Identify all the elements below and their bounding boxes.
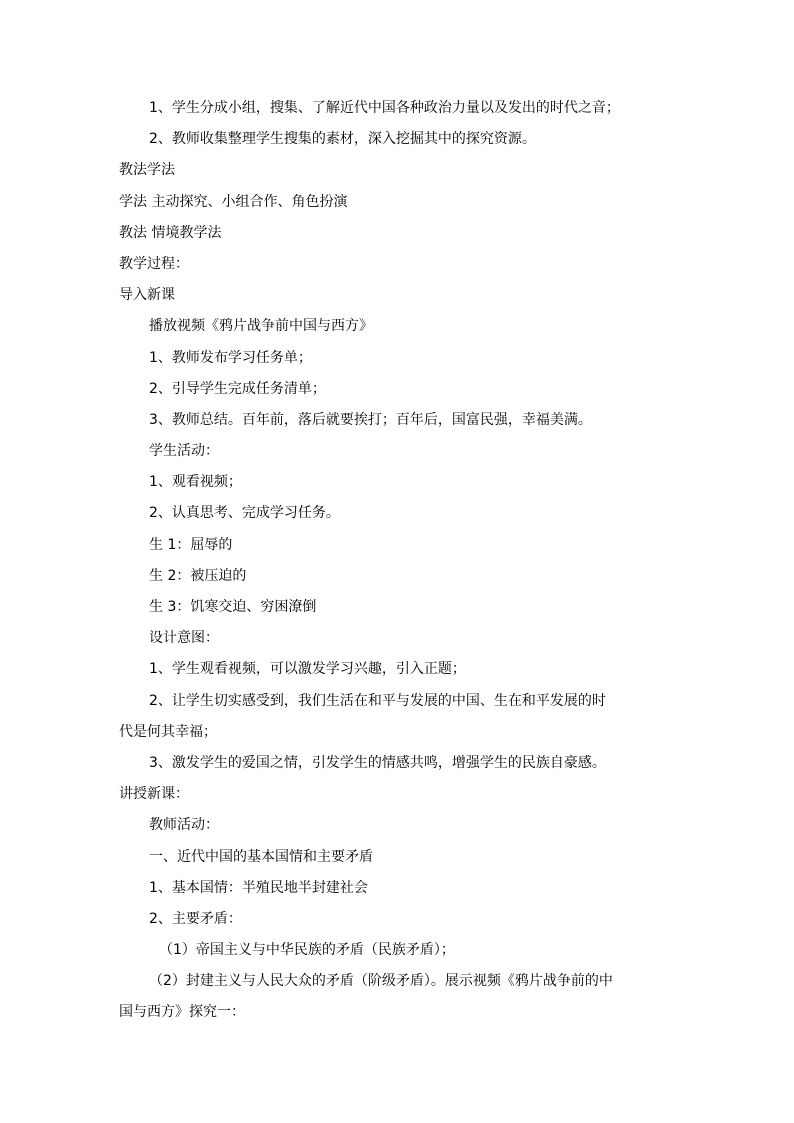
text-line: 1、基本国情：半殖民地半封建社会	[149, 879, 368, 896]
text-line: 学生活动：	[149, 443, 219, 460]
text-line: 代是何其幸福；	[119, 723, 217, 740]
text-line: 1、教师发布学习任务单；	[149, 349, 312, 366]
document-body	[119, 93, 679, 1029]
text-line: 2、引导学生完成任务清单；	[149, 380, 326, 397]
text-line: 生 2：被压迫的	[149, 567, 247, 584]
text-line: 一、近代中国的基本国情和主要矛盾	[149, 848, 373, 865]
text-line: 生 3：饥寒交迫、穷困潦倒	[149, 599, 317, 615]
text-line: 国与西方》探究一：	[119, 1004, 245, 1021]
text-line: 1、观看视频；	[149, 474, 242, 491]
text-line: 讲授新课：	[119, 786, 189, 803]
text-line: 教师活动：	[149, 817, 219, 834]
text-line: 1、学生观看视频，可以激发学习兴趣，引入正题；	[149, 661, 466, 678]
text-line: 导入新课	[119, 287, 175, 304]
text-line: 教学过程：	[119, 255, 189, 272]
text-line: 教法 情境教学法	[119, 224, 222, 241]
text-line: 设计意图：	[149, 630, 219, 647]
text-line: 学法 主动探究、小组合作、角色扮演	[119, 193, 348, 210]
text-line: （2）封建主义与人民大众的矛盾（阶级矛盾）。展示视频《鸦片战争前的中	[149, 973, 613, 990]
text-line: 3、教师总结。百年前，落后就要挨打；百年后，国富民强，幸福美满。	[149, 411, 592, 428]
text-line: 生 1：屈辱的	[149, 536, 233, 553]
text-line: 2、让学生切实感受到，我们生活在和平与发展的中国、生在和平发展的时	[149, 692, 606, 709]
text-line: 3、激发学生的爱国之情，引发学生的情感共鸣，增强学生的民族自豪感。	[149, 754, 606, 771]
text-line: 教法学法	[119, 162, 175, 179]
text-line: 2、认真思考、完成学习任务。	[149, 505, 340, 522]
text-line: 2、教师收集整理学生搜集的素材，深入挖掘其中的探究资源。	[149, 131, 536, 148]
text-line: 2、主要矛盾：	[149, 910, 242, 927]
text-line: （1）帝国主义与中华民族的矛盾（民族矛盾）；	[159, 942, 455, 959]
text-line: 1、学生分成小组，搜集、了解近代中国各种政治力量以及发出的时代之音；	[149, 100, 620, 116]
text-line: 播放视频《鸦片战争前中国与西方》	[149, 318, 373, 335]
